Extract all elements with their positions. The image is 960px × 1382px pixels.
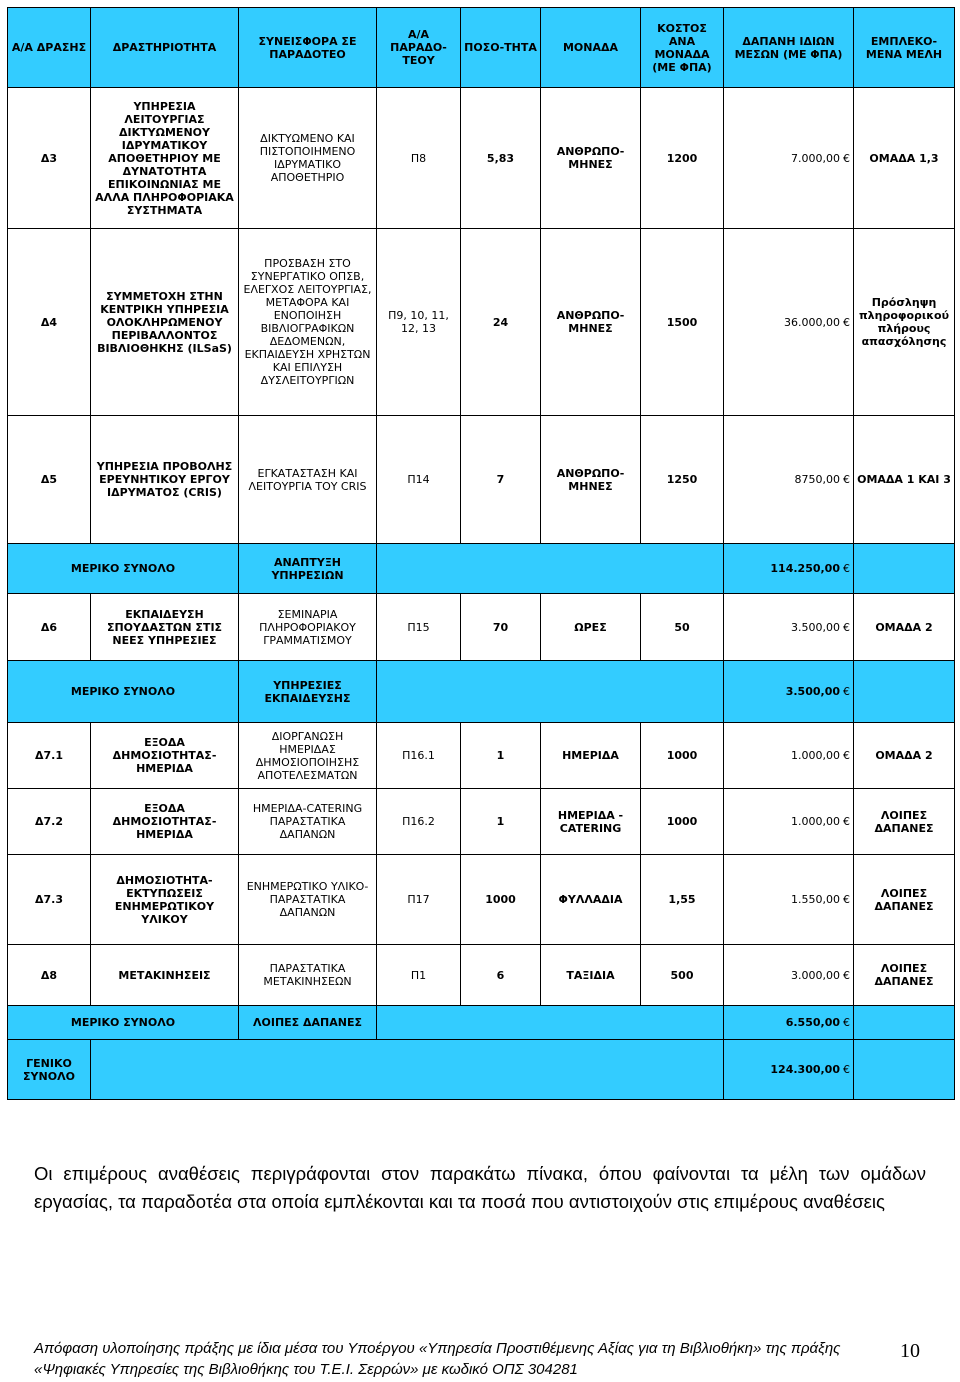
cost-value: 3.000,00 bbox=[791, 968, 840, 982]
header-cell: Α/Α ΔΡΑΣΗΣ bbox=[8, 8, 91, 88]
quantity: 5,83 bbox=[461, 88, 541, 229]
members: ΛΟΙΠΕΣ ΔΑΠΑΝΕΣ bbox=[854, 789, 955, 855]
table-row bbox=[8, 594, 955, 661]
activity: ΜΕΤΑΚΙΝΗΣΕΙΣ bbox=[91, 945, 239, 1006]
members: ΛΟΙΠΕΣ ΔΑΠΑΝΕΣ bbox=[854, 945, 955, 1006]
subtotal-row bbox=[8, 661, 955, 723]
euro-sign: € bbox=[843, 815, 850, 828]
header-row bbox=[8, 8, 955, 88]
unit: ΤΑΞΙΔΙΑ bbox=[541, 945, 641, 1006]
subtotal-category: ΑΝΑΠΤΥΞΗ ΥΠΗΡΕΣΙΩΝ bbox=[239, 544, 377, 594]
unit: ΗΜΕΡΙΔΑ - CATERING bbox=[541, 789, 641, 855]
budget-table bbox=[7, 7, 955, 1100]
activity: ΕΞΟΔΑ ΔΗΜΟΣΙΟΤΗΤΑΣ-ΗΜΕΡΙΔΑ bbox=[91, 789, 239, 855]
body-paragraph: Οι επιμέρους αναθέσεις περιγράφονται στον παρακάτω πίνακα, όπου φαίνονται τα μέλη των ομάδων εργασίας, τα παραδοτέα στα οποία εμπλέκονται και τα ποσά που αντιστοιχούν στις επιμέρους αναθέσεις bbox=[34, 1163, 926, 1212]
members: ΛΟΙΠΕΣ ΔΑΠΑΝΕΣ bbox=[854, 855, 955, 945]
cost bbox=[724, 723, 854, 789]
unit: ΦΥΛΛΑΔΙΑ bbox=[541, 855, 641, 945]
deliverable: Π9, 10, 11, 12, 13 bbox=[377, 229, 461, 416]
table-row bbox=[8, 855, 955, 945]
unit-cost: 50 bbox=[641, 594, 724, 661]
activity: ΣΥΜΜΕΤΟΧΗ ΣΤΗΝ ΚΕΝΤΡΙΚΗ ΥΠΗΡΕΣΙΑ ΟΛΟΚΛΗΡΩΜΕΝΟΥ ΠΕΡΙΒΑΛΛΟΝΤΟΣ ΒΙΒΛΙΟΘΗΚΗΣ (ILSaS) bbox=[91, 229, 239, 416]
subtotal-row bbox=[8, 1006, 955, 1040]
header-cell: ΔΑΠΑΝΗ ΙΔΙΩΝ ΜΕΣΩΝ (ΜΕ ΦΠΑ) bbox=[724, 8, 854, 88]
action-id: Δ8 bbox=[8, 945, 91, 1006]
cost-value: 1.000,00 bbox=[791, 749, 840, 762]
unit-cost: 1500 bbox=[641, 229, 724, 416]
members: ΟΜΑΔΑ 1 ΚΑΙ 3 bbox=[854, 416, 955, 544]
cost bbox=[724, 594, 854, 661]
euro-sign: € bbox=[843, 968, 850, 982]
deliverable: Π16.2 bbox=[377, 789, 461, 855]
header-cell: ΕΜΠΛΕΚΟ-ΜΕΝΑ ΜΕΛΗ bbox=[854, 8, 955, 88]
unit-cost: 1000 bbox=[641, 789, 724, 855]
euro-sign: € bbox=[843, 562, 850, 575]
cost-value: 114.250,00 bbox=[770, 562, 840, 575]
cost-value: 124.300,00 bbox=[770, 1063, 840, 1076]
contribution: ΣΕΜΙΝΑΡΙΑ ΠΛΗΡΟΦΟΡΙΑΚΟΥ ΓΡΑΜΜΑΤΙΣΜΟΥ bbox=[239, 594, 377, 661]
members: Πρόσληψη πληροφορικού πλήρους απασχόλησης bbox=[854, 229, 955, 416]
table-row bbox=[8, 229, 955, 416]
subtotal-label: ΜΕΡΙΚΟ ΣΥΝΟΛΟ bbox=[8, 661, 239, 723]
subtotal-category: ΛΟΙΠΕΣ ΔΑΠΑΝΕΣ bbox=[239, 1006, 377, 1040]
deliverable: Π16.1 bbox=[377, 723, 461, 789]
cost-value: 3.500,00 bbox=[791, 620, 840, 634]
unit: ΑΝΘΡΩΠΟ-ΜΗΝΕΣ bbox=[541, 229, 641, 416]
activity: ΕΞΟΔΑ ΔΗΜΟΣΙΟΤΗΤΑΣ-ΗΜΕΡΙΔΑ bbox=[91, 723, 239, 789]
header-cell: ΣΥΝΕΙΣΦΟΡΑ ΣΕ ΠΑΡΑΔΟΤΕΟ bbox=[239, 8, 377, 88]
euro-sign: € bbox=[843, 749, 850, 762]
activity: ΥΠΗΡΕΣΙΑ ΛΕΙΤΟΥΡΓΙΑΣ ΔΙΚΤΥΩΜΕΝΟΥ ΙΔΡΥΜΑΤΙΚΟΥ ΑΠΟΘΕΤΗΡΙΟΥ ΜΕ ΔΥΝΑΤΟΤΗΤΑ ΕΠΙΚΟΙΝΩΝΙΑΣ ΜΕ ΑΛΛΑ ΠΛΗΡΟΦΟΡΙΑΚΑ ΣΥΣΤΗΜΑΤΑ bbox=[91, 88, 239, 229]
grand-total-label: ΓΕΝΙΚΟ ΣΥΝΟΛΟ bbox=[8, 1040, 91, 1100]
header-cell: ΚΟΣΤΟΣ ΑΝΑ ΜΟΝΑΔΑ (ΜΕ ΦΠΑ) bbox=[641, 8, 724, 88]
unit: ΗΜΕΡΙΔΑ bbox=[541, 723, 641, 789]
action-id: Δ5 bbox=[8, 416, 91, 544]
unit: ΑΝΘΡΩΠΟ-ΜΗΝΕΣ bbox=[541, 416, 641, 544]
quantity: 24 bbox=[461, 229, 541, 416]
contribution: ΕΓΚΑΤΑΣΤΑΣΗ ΚΑΙ ΛΕΙΤΟΥΡΓΙΑ ΤΟΥ CRIS bbox=[239, 416, 377, 544]
subtotal-cost bbox=[724, 1006, 854, 1040]
subtotal-row bbox=[8, 544, 955, 594]
quantity: 1 bbox=[461, 789, 541, 855]
cost-value: 7.000,00 bbox=[791, 151, 840, 165]
table-row bbox=[8, 789, 955, 855]
unit-cost: 1,55 bbox=[641, 855, 724, 945]
grand-total-row bbox=[8, 1040, 955, 1100]
header-cell: ΔΡΑΣΤΗΡΙΟΤΗΤΑ bbox=[91, 8, 239, 88]
quantity: 70 bbox=[461, 594, 541, 661]
subtotal-label: ΜΕΡΙΚΟ ΣΥΝΟΛΟ bbox=[8, 1006, 239, 1040]
cost bbox=[724, 88, 854, 229]
subtotal-cost bbox=[724, 661, 854, 723]
euro-sign: € bbox=[843, 473, 850, 486]
unit: ΑΝΘΡΩΠΟ-ΜΗΝΕΣ bbox=[541, 88, 641, 229]
action-id: Δ4 bbox=[8, 229, 91, 416]
members: ΟΜΑΔΑ 2 bbox=[854, 594, 955, 661]
cost bbox=[724, 416, 854, 544]
euro-sign: € bbox=[843, 893, 850, 906]
contribution: ΕΝΗΜΕΡΩΤΙΚΟ ΥΛΙΚΟ-ΠΑΡΑΣΤΑΤΙΚΑ ΔΑΠΑΝΩΝ bbox=[239, 855, 377, 945]
subtotal-label: ΜΕΡΙΚΟ ΣΥΝΟΛΟ bbox=[8, 544, 239, 594]
euro-sign: € bbox=[843, 620, 850, 634]
deliverable: Π8 bbox=[377, 88, 461, 229]
quantity: 1000 bbox=[461, 855, 541, 945]
euro-sign: € bbox=[843, 1063, 850, 1076]
cost-value: 8750,00 bbox=[794, 473, 840, 486]
activity: ΥΠΗΡΕΣΙΑ ΠΡΟΒΟΛΗΣ ΕΡΕΥΝΗΤΙΚΟΥ ΕΡΓΟΥ ΙΔΡΥΜΑΤΟΣ (CRIS) bbox=[91, 416, 239, 544]
header-cell: ΜΟΝΑΔΑ bbox=[541, 8, 641, 88]
deliverable: Π17 bbox=[377, 855, 461, 945]
subtotal-cost bbox=[724, 544, 854, 594]
table-row bbox=[8, 416, 955, 544]
deliverable: Π15 bbox=[377, 594, 461, 661]
unit-cost: 500 bbox=[641, 945, 724, 1006]
contribution: ΔΙΚΤΥΩΜΕΝΟ ΚΑΙ ΠΙΣΤΟΠΟΙΗΜΕΝΟ ΙΔΡΥΜΑΤΙΚΟ ΑΠΟΘΕΤΗΡΙΟ bbox=[239, 88, 377, 229]
action-id: Δ7.2 bbox=[8, 789, 91, 855]
euro-sign: € bbox=[843, 315, 850, 329]
activity: ΕΚΠΑΙΔΕΥΣΗ ΣΠΟΥΔΑΣΤΩΝ ΣΤΙΣ ΝΕΕΣ ΥΠΗΡΕΣΙΕΣ bbox=[91, 594, 239, 661]
header-cell: ΠΟΣΟ-ΤΗΤΑ bbox=[461, 8, 541, 88]
subtotal-category: ΥΠΗΡΕΣΙΕΣ ΕΚΠΑΙΔΕΥΣΗΣ bbox=[239, 661, 377, 723]
header-cell: Α/Α ΠΑΡΑΔΟ-ΤΕΟΥ bbox=[377, 8, 461, 88]
unit-cost: 1250 bbox=[641, 416, 724, 544]
page-number: 10 bbox=[900, 1340, 920, 1362]
grand-total-cost bbox=[724, 1040, 854, 1100]
euro-sign: € bbox=[843, 685, 850, 698]
table-row bbox=[8, 723, 955, 789]
page-footer: Απόφαση υλοποίησης πράξης με ίδια μέσα του Υποέργου «Υπηρεσία Προστιθέμενης Αξίας για τη Βιβλιοθήκη» της πράξης «Ψηφιακές Υπηρεσίες της Βιβλιοθήκης του Τ.Ε.Ι. Σερρών» με κωδικό ΟΠΣ 304281 bbox=[34, 1340, 841, 1378]
euro-sign: € bbox=[843, 1016, 850, 1029]
action-id: Δ6 bbox=[8, 594, 91, 661]
contribution: ΔΙΟΡΓΑΝΩΣΗ ΗΜΕΡΙΔΑΣ ΔΗΜΟΣΙΟΠΟΙΗΣΗΣ ΑΠΟΤΕΛΕΣΜΑΤΩΝ bbox=[239, 723, 377, 789]
cost-value: 3.500,00 bbox=[785, 685, 840, 698]
table-row bbox=[8, 88, 955, 229]
members: ΟΜΑΔΑ 1,3 bbox=[854, 88, 955, 229]
cost bbox=[724, 945, 854, 1006]
cost bbox=[724, 789, 854, 855]
cost-value: 6.550,00 bbox=[785, 1016, 840, 1029]
action-id: Δ3 bbox=[8, 88, 91, 229]
cost bbox=[724, 855, 854, 945]
activity: ΔΗΜΟΣΙΟΤΗΤΑ-ΕΚΤΥΠΩΣΕΙΣ ΕΝΗΜΕΡΩΤΙΚΟΥ ΥΛΙΚΟΥ bbox=[91, 855, 239, 945]
cost-value: 36.000,00 bbox=[784, 315, 840, 329]
cost-value: 1.000,00 bbox=[791, 815, 840, 828]
quantity: 7 bbox=[461, 416, 541, 544]
deliverable: Π1 bbox=[377, 945, 461, 1006]
members: ΟΜΑΔΑ 2 bbox=[854, 723, 955, 789]
contribution: ΠΑΡΑΣΤΑΤΙΚΑ ΜΕΤΑΚΙΝΗΣΕΩΝ bbox=[239, 945, 377, 1006]
cost-value: 1.550,00 bbox=[791, 893, 840, 906]
action-id: Δ7.3 bbox=[8, 855, 91, 945]
unit-cost: 1200 bbox=[641, 88, 724, 229]
quantity: 1 bbox=[461, 723, 541, 789]
deliverable: Π14 bbox=[377, 416, 461, 544]
contribution: ΠΡΟΣΒΑΣΗ ΣΤΟ ΣΥΝΕΡΓΑΤΙΚΟ ΟΠΣΒ, ΕΛΕΓΧΟΣ ΛΕΙΤΟΥΡΓΙΑΣ, ΜΕΤΑΦΟΡΑ ΚΑΙ ΕΝΟΠΟΙΗΣΗ ΒΙΒΛΙΟΓΡΑΦΙΚΩΝ ΔΕΔΟΜΕΝΩΝ, ΕΚΠΑΙΔΕΥΣΗ ΧΡΗΣΤΩΝ ΚΑΙ ΕΠΙΛΥΣΗ ΔΥΣΛΕΙΤΟΥΡΓΙΩΝ bbox=[239, 229, 377, 416]
unit-cost: 1000 bbox=[641, 723, 724, 789]
action-id: Δ7.1 bbox=[8, 723, 91, 789]
table-row bbox=[8, 945, 955, 1006]
unit: ΩΡΕΣ bbox=[541, 594, 641, 661]
contribution: ΗΜΕΡΙΔΑ-CATERING ΠΑΡΑΣΤΑΤΙΚΑ ΔΑΠΑΝΩΝ bbox=[239, 789, 377, 855]
cost bbox=[724, 229, 854, 416]
quantity: 6 bbox=[461, 945, 541, 1006]
euro-sign: € bbox=[843, 151, 850, 165]
